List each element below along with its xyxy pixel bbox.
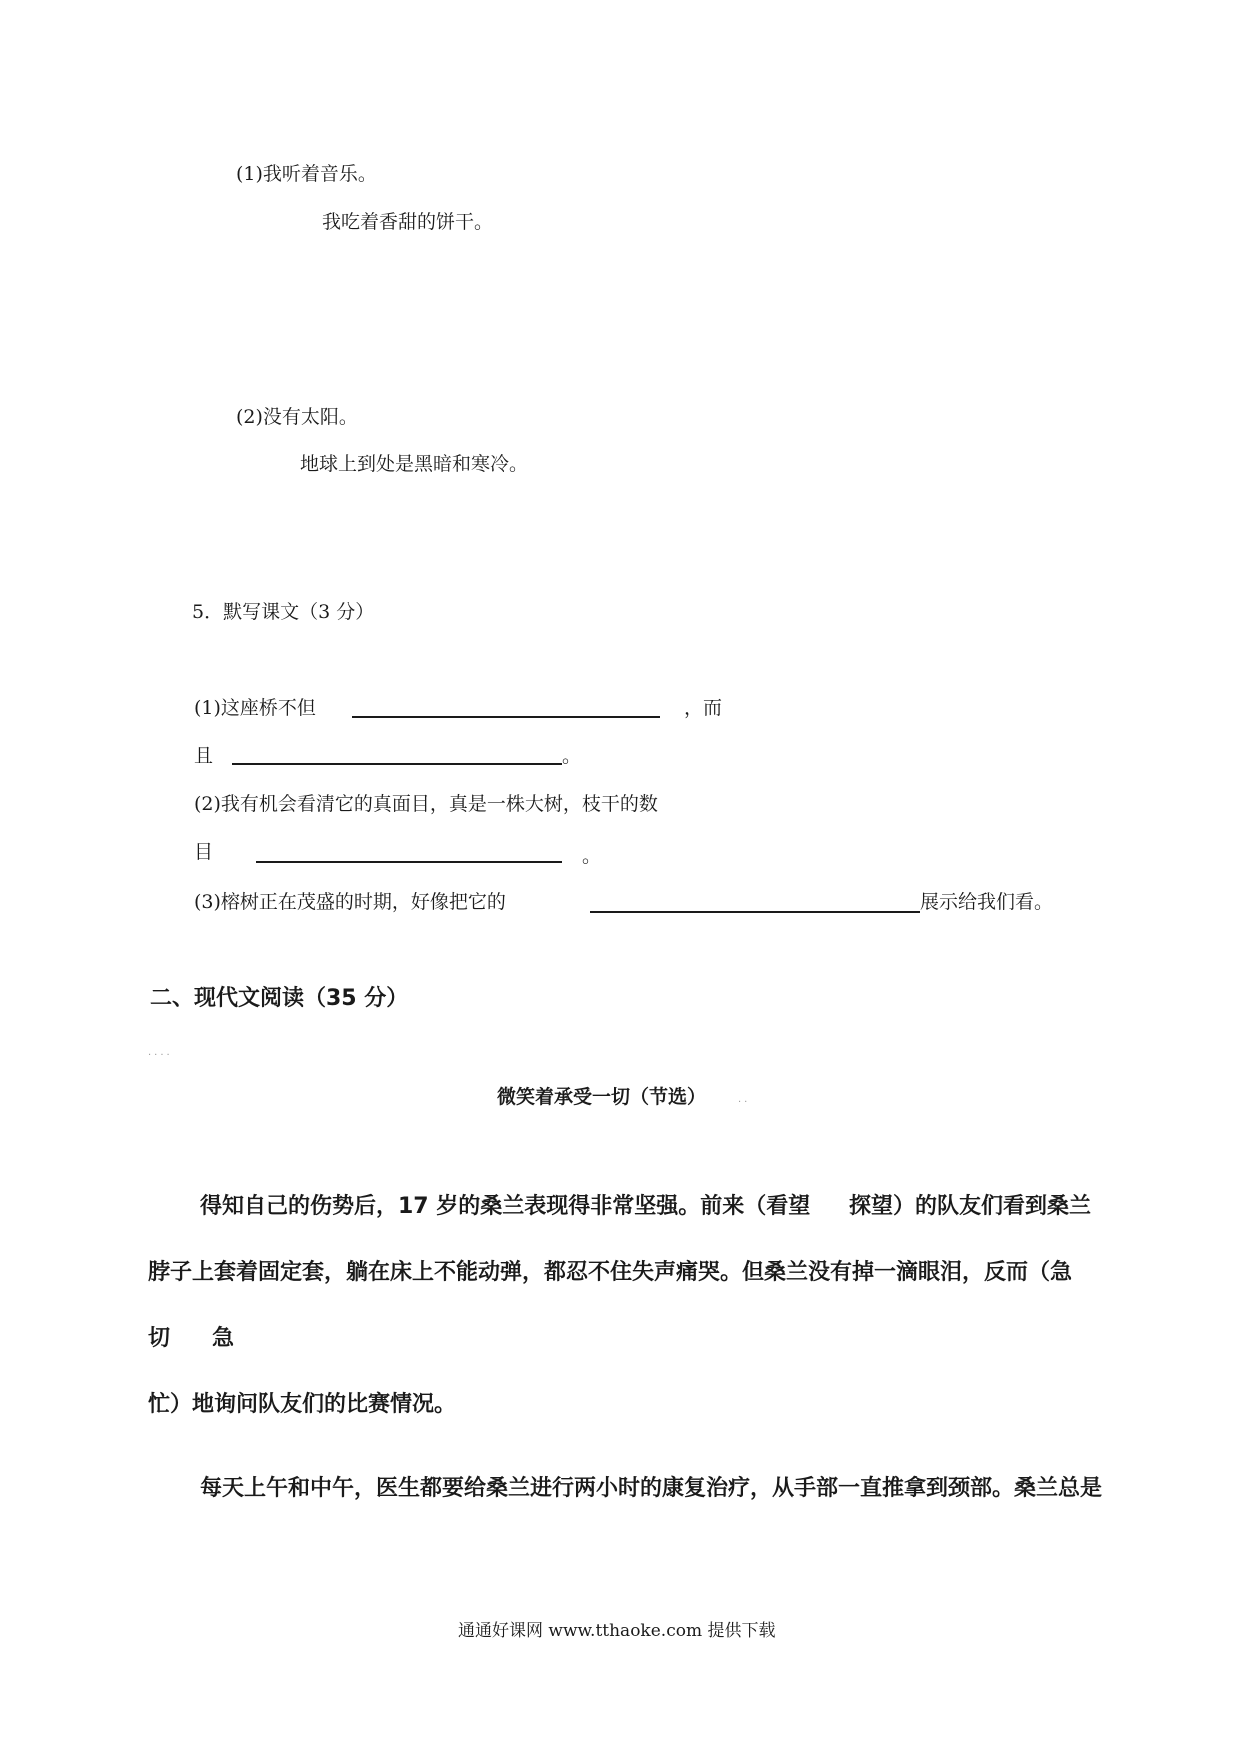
article-paragraph-1-line-1b: 探望）的队友们看到桑兰 xyxy=(849,1194,1092,1219)
q5-item-3-text: (3)榕树正在茂盛的时期，好像把它的 xyxy=(194,891,506,913)
article-paragraph-1-line-3b: 急 xyxy=(212,1326,235,1351)
article-paragraph-1-line-4: 忙）地询问队友们的比赛情况。 xyxy=(148,1392,457,1417)
q5-item-3-blank[interactable] xyxy=(590,911,920,913)
q5-item-1-comma: ，而 xyxy=(684,697,723,719)
article-paragraph-1-line-1: 得知自己的伤势后，17 岁的桑兰表现得非常坚强。前来（看望 xyxy=(200,1194,811,1219)
q5-item-1-period: 。 xyxy=(562,745,582,767)
article-paragraph-1-line-3a: 切 xyxy=(148,1326,171,1351)
article-title-dots: .. xyxy=(738,1094,751,1105)
q5-item-3-tail: 展示给我们看。 xyxy=(920,891,1054,913)
q5-item-2-blank[interactable] xyxy=(256,861,562,863)
q5-item-2-continuation: 目 xyxy=(194,841,214,863)
q5-item-2-text: (2)我有机会看清它的真面目，真是一株大树，枝干的数 xyxy=(194,793,658,815)
q5-item-1-blank-1[interactable] xyxy=(352,716,660,718)
section-2-heading: 二、现代文阅读（35 分） xyxy=(150,986,409,1011)
q5-item-1-text: (1)这座桥不但 xyxy=(194,697,316,719)
article-paragraph-2-line-1: 每天上午和中午，医生都要给桑兰进行两小时的康复治疗，从手部一直推拿到颈部。桑兰总是 xyxy=(200,1476,1103,1501)
q5-item-1-blank-2[interactable] xyxy=(232,763,562,765)
article-title: 微笑着承受一切（节选） xyxy=(497,1086,707,1108)
page-footer: 通通好课网 www.tthaoke.com 提供下载 xyxy=(458,1621,776,1641)
q4-sentence-2-line-2: 地球上到处是黑暗和寒冷。 xyxy=(300,453,529,475)
q5-item-1-continuation: 且 xyxy=(194,745,214,767)
section-2-dots: .... xyxy=(148,1047,173,1058)
q4-sentence-2-line-1: (2)没有太阳。 xyxy=(236,406,358,428)
article-paragraph-1-line-2: 脖子上套着固定套，躺在床上不能动弹，都忍不住失声痛哭。但桑兰没有掉一滴眼泪，反而（急 xyxy=(148,1260,1073,1285)
q5-item-2-period: 。 xyxy=(582,845,602,867)
q4-sentence-1-line-1: (1)我听着音乐。 xyxy=(236,163,377,185)
q4-sentence-1-line-2: 我吃着香甜的饼干。 xyxy=(322,211,494,233)
q5-title: 5．默写课文（3 分） xyxy=(192,601,375,623)
